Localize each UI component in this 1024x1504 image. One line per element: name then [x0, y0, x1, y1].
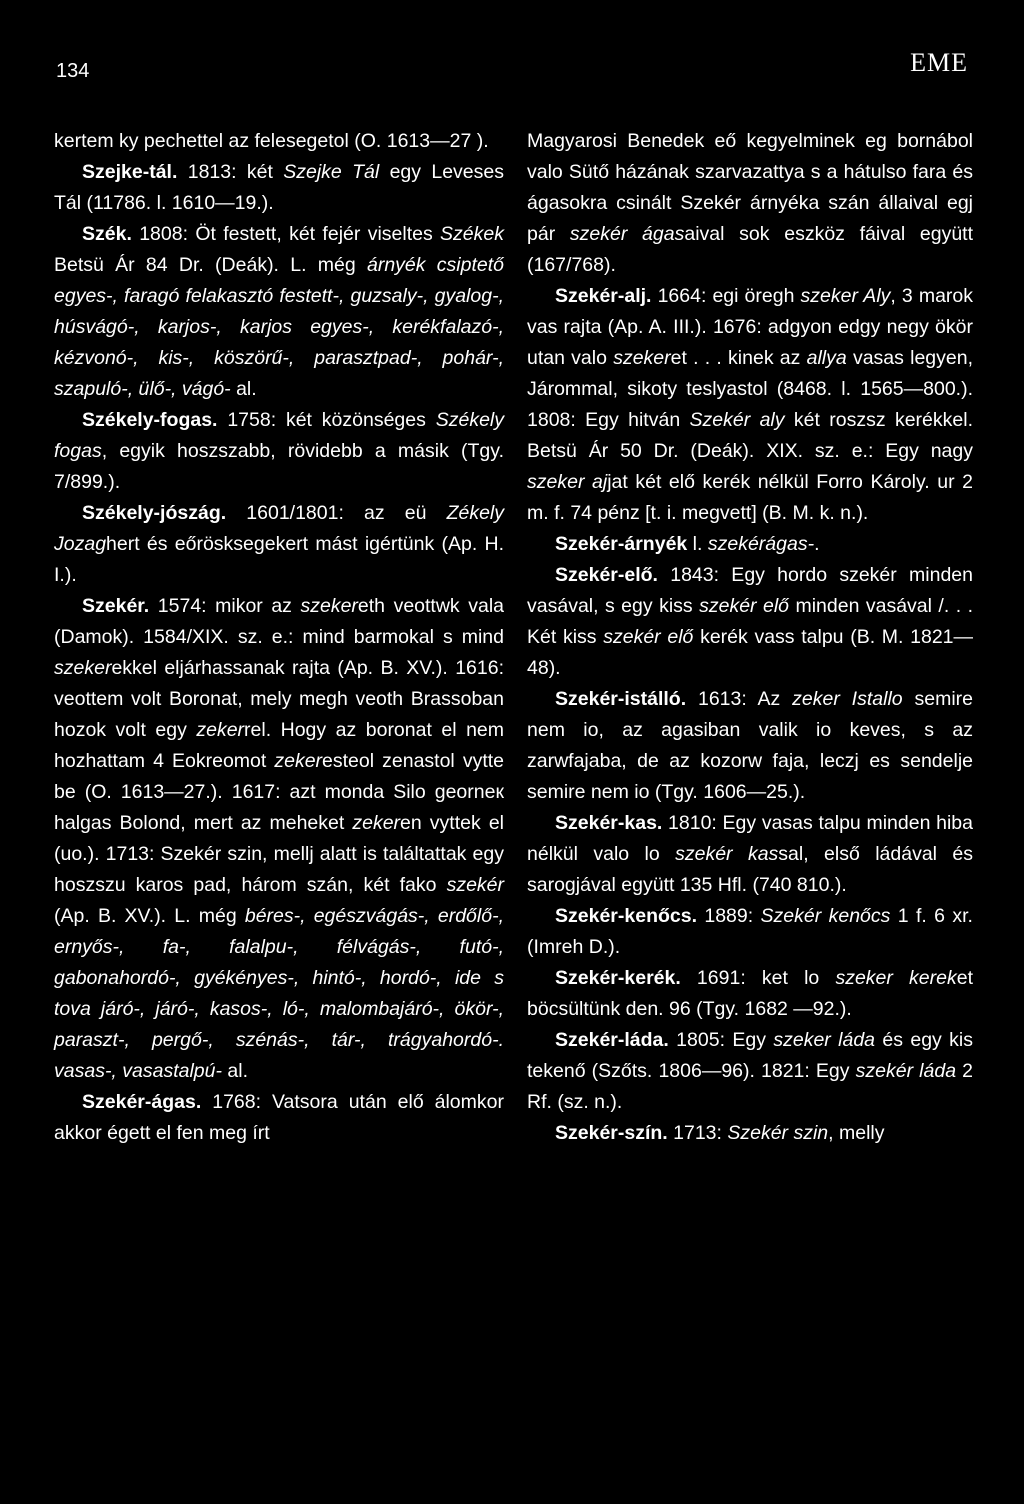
- italic-text: allya: [806, 347, 847, 369]
- entry-headword: Szejke-tál.: [82, 161, 178, 183]
- entry-text: 1810: Egy vasas talpu minden hiba nélkül valo lo: [527, 812, 973, 865]
- entry-headword: Szekér-istálló.: [555, 688, 687, 710]
- italic-text: béres-, egészvágás-, erdőlő-, ernyős-, fa-, falalpu-, félvágás-, futó-, gabonahordó-, gyékényes-, hintó-, hordó-, ide s tova járó-, járó-, kasos-, ló-, malombajáró-, ökör-, paraszt-, pergő-, szénás-, tár-, trágyahordó-. vasas-, vasastalpú-: [54, 905, 504, 1082]
- entry-text: 1691: ket lo: [680, 967, 836, 989]
- entry-text: l.: [687, 533, 708, 555]
- italic-text: szekér láda: [855, 1060, 957, 1082]
- entry-text: et . . . kinek az: [670, 347, 807, 369]
- entry-text: 1758: két közönséges: [217, 409, 436, 431]
- italic-text: zeker: [274, 750, 323, 772]
- dictionary-entry: [527, 1118, 973, 1149]
- dictionary-entry: [54, 498, 504, 591]
- entry-headword: Szekér-kas.: [555, 812, 663, 834]
- entry-text: .: [814, 533, 820, 555]
- italic-text: szekér elő: [603, 626, 694, 648]
- italic-text: szekér elő: [699, 595, 790, 617]
- dictionary-entry: [527, 281, 973, 529]
- dictionary-entry: [54, 591, 504, 1087]
- italic-text: szekérágas-: [707, 533, 815, 555]
- dictionary-entry: [527, 901, 973, 963]
- dictionary-entry: [527, 1025, 973, 1118]
- italic-text: szeker aj: [527, 471, 608, 493]
- entry-text: 1889:: [697, 905, 761, 927]
- page-number: 134: [56, 60, 90, 82]
- italic-text: szekér: [446, 874, 504, 896]
- entry-headword: Szekér-ágas.: [82, 1091, 202, 1113]
- dictionary-entry: [54, 157, 504, 219]
- entry-text: 1813: két: [177, 161, 284, 183]
- entry-text: egy Leveses Tál (11786. l. 1610—19.).: [54, 161, 504, 214]
- italic-text: zeker Istallo: [792, 688, 903, 710]
- entry-text: 1713:: [667, 1122, 728, 1144]
- continued-paragraph: [54, 126, 504, 157]
- dictionary-entry: [54, 1087, 504, 1149]
- entry-text: 1 f. 6 xr. (Imreh D.).: [527, 905, 973, 958]
- entry-text: al.: [230, 378, 257, 400]
- italic-text: szeker: [54, 657, 112, 679]
- entry-headword: Szék.: [82, 223, 132, 245]
- dictionary-entry: [527, 529, 973, 560]
- entry-text: esteol zenastol vytte be (O. 1613—27.). 1617: azt monda Silo georneк halgas Bolond, mert az meheket: [54, 750, 504, 834]
- dictionary-entry: [54, 405, 504, 498]
- entry-text: 2 Rf. (sz. n.).: [527, 1060, 973, 1113]
- entry-text: , 3 marok vas rajta (Ap. A. III.). 1676: adgyon edgy negy ökör utan valo: [527, 285, 974, 369]
- entry-headword: Székely-fogas.: [82, 409, 218, 431]
- italic-text: szeker láda: [773, 1029, 876, 1051]
- entry-headword: Szekér-alj.: [555, 285, 652, 307]
- dictionary-entry: [527, 560, 973, 684]
- entry-text: 1843: Egy hordo szekér minden vasával, s egy kiss: [527, 564, 973, 617]
- entry-text: semire nem io, az agasiban valik io keves, s az zarwfajaba, de az kozorw faja, leczj es sendelje semire nem io (Tgy. 1606—25.).: [527, 688, 973, 803]
- entry-text: rel. Hogy az boronat el nem hozhattam 4 Eokreomot: [54, 719, 505, 772]
- entry-text: 1664: egi öregh: [651, 285, 801, 307]
- italic-text: szeker: [613, 347, 671, 369]
- entry-text: al.: [222, 1060, 249, 1082]
- entry-text: eth veottwk vala (Damok). 1584/XIX. sz. e.: mind barmokal s mind: [54, 595, 505, 648]
- right-column: [527, 126, 973, 1149]
- entry-text: en vyttek el (uo.). 1713: Szekér szin, mellj alatt is találtattak egy hoszszu karos pad, három szán, két fako: [54, 812, 504, 896]
- entry-text: 1613: Az: [686, 688, 793, 710]
- entry-text: 1808: Öt festett, két fejér viseltes: [131, 223, 441, 245]
- entry-text: et böcsültünk den. 96 (Tgy. 1682 —92.).: [527, 967, 973, 1020]
- entry-headword: Székely-jószág.: [82, 502, 227, 524]
- italic-text: zeker: [352, 812, 401, 834]
- dictionary-entry: [527, 963, 973, 1025]
- entry-text: két roszsz kerékkel. Betsü Ár 50 Dr. (Deák). XIX. sz. e.: Egy nagy: [527, 409, 973, 462]
- italic-text: Zékely Jozag: [54, 502, 504, 555]
- italic-text: szeker Aly: [800, 285, 891, 307]
- entry-headword: Szekér-láda.: [555, 1029, 669, 1051]
- entry-text: jat két elő kerék nélkül Forro Károly. ur 2 m. f. 74 pénz [t. i. megvett] (B. M. k. n.).: [527, 471, 974, 524]
- entry-text: hert és eőrösksegekert mást igértünk (Ap. H. I.).: [54, 533, 504, 586]
- italic-text: Székek: [440, 223, 504, 245]
- entry-text: és egy kis tekenő (Szőts. 1806—96). 1821: Egy: [527, 1029, 974, 1082]
- entry-text: 1574: mikor az: [149, 595, 301, 617]
- entry-headword: Szekér.: [82, 595, 150, 617]
- italic-text: szekér kas: [675, 843, 779, 865]
- entry-text: kertem ky pechettel az felesegetol (O. 1613—27 ).: [54, 130, 489, 152]
- italic-text: Szekér aly: [689, 409, 785, 431]
- entry-text: , egyik hoszszabb, rövidebb a másik (Tgy. 7/899.).: [54, 440, 504, 493]
- italic-text: szeker kerek: [835, 967, 957, 989]
- dictionary-entry: [527, 684, 973, 808]
- left-column: [54, 126, 504, 1149]
- italic-text: Szejke Tál: [283, 161, 380, 183]
- entry-text: ekkel eljárhassanak rajta (Ap. B. XV.). 1616: veottem volt Boronat, mely megh veoth Brassoban hozok volt egy: [54, 657, 504, 741]
- italic-text: zeker: [196, 719, 245, 741]
- entry-text: minden vasával /. . . Két kiss: [527, 595, 973, 648]
- entry-text: 1805: Egy: [668, 1029, 774, 1051]
- entry-headword: Szekér-árnyék: [555, 533, 688, 555]
- entry-text: 1768: Vatsora után elő álomkor akkor égett el fen meg írt: [54, 1091, 504, 1144]
- italic-text: árnyék csiptető egyes-, faragó felakasztó festett-, guzsaly-, gyalog-, húsvágó-, karjos-, karjos egyes-, kerékfalazó-, kézvonó-, kis-, köszörű-, parasztpad-, pohár-, szapuló-, ülő-, vágó-: [54, 254, 504, 400]
- italic-text: Szekér szin: [727, 1122, 829, 1144]
- entry-text: kerék vass talpu (B. M. 1821—48).: [527, 626, 974, 679]
- italic-text: Székely fogas: [54, 409, 504, 462]
- entry-text: 1601/1801: az eü: [226, 502, 447, 524]
- running-head: EME: [910, 48, 968, 77]
- entry-headword: Szekér-szín.: [555, 1122, 668, 1144]
- continued-paragraph: [527, 126, 973, 281]
- entry-text: (Ap. B. XV.). L. még: [54, 905, 245, 927]
- entry-text: aival sok eszköz fáival együtt (167/768).: [527, 223, 973, 276]
- entry-headword: Szekér-kerék.: [555, 967, 681, 989]
- entry-headword: Szekér-kenőcs.: [555, 905, 697, 927]
- entry-headword: Szekér-elő.: [555, 564, 658, 586]
- italic-text: szeker: [300, 595, 358, 617]
- entry-text: Magyarosi Benedek eő kegyelminek eg bornábol valo Sütő házának szarvazattya s a hátulso fara és ágasokra csinált Szekér árnyéka szán állaival egj pár: [527, 130, 973, 245]
- dictionary-entry: [527, 808, 973, 901]
- entry-text: vasas legyen, Járommal, sikoty teslyastol (8468. l. 1565—800.). 1808: Egy hitván: [527, 347, 974, 431]
- italic-text: Szekér kenőcs: [760, 905, 891, 927]
- italic-text: szekér ágas: [569, 223, 685, 245]
- entry-text: Betsü Ár 84 Dr. (Deák). L. még: [54, 254, 367, 276]
- entry-text: sal, első ládával és sarogjával együtt 135 Hfl. (740 810.).: [527, 843, 974, 896]
- entry-text: , melly: [828, 1122, 885, 1144]
- dictionary-entry: [54, 219, 504, 405]
